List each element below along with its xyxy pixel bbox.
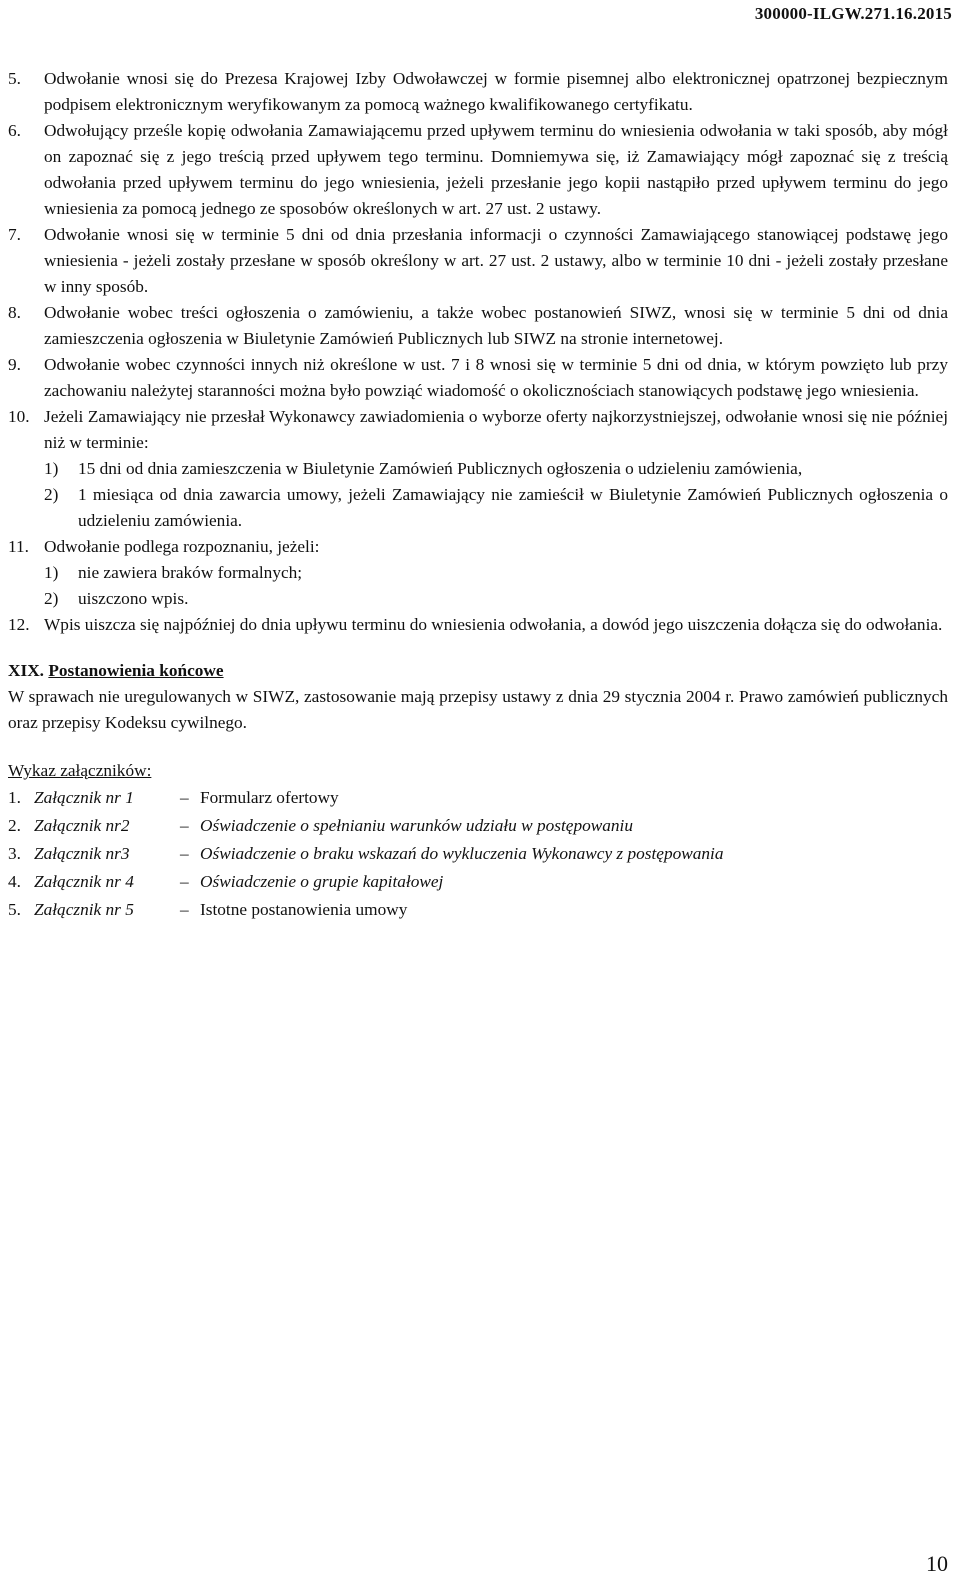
item-text: Odwołanie podlega rozpoznaniu, jeżeli:	[44, 537, 320, 556]
list-item	[8, 612, 948, 638]
sub-item-text: 1 miesiąca od dnia zawarcia umowy, jeżeli Zamawiający nie zamieścił w Biuletynie Zamówień Publicznych ogłoszenia o udzieleniu zamówienia.	[78, 485, 948, 530]
attachment-label: Załącznik nr3	[34, 844, 130, 863]
attachment-description: Formularz ofertowy	[200, 788, 339, 807]
item-number: 12.	[8, 615, 30, 634]
item-text: Jeżeli Zamawiający nie przesłał Wykonawcy zawiadomienia o wyborze oferty najkorzystniejszej, odwołanie wnosi się nie później niż w terminie:	[44, 407, 948, 452]
attachment-number: 4.	[8, 872, 21, 891]
list-item	[8, 118, 948, 222]
section-title: Postanowienia końcowe	[48, 661, 224, 680]
item-text: Odwołujący prześle kopię odwołania Zamawiającemu przed upływem terminu do wniesienia odwołania w taki sposób, aby mógł on zapoznać się z jego treścią przed upływem tego terminu. Domniemywa się, iż Zamawiający mógł zapoznać się z treścią odwołania przed upływem terminu do jego wniesienia, jeżeli przesłanie jego kopii nastąpiło przed upływem terminu do jego wniesienia za pomocą jednego ze sposobów określonych w art. 27 ust. 2 ustawy.	[44, 121, 948, 218]
list-item	[8, 66, 948, 118]
attachment-dash: –	[180, 900, 189, 919]
attachment-row	[8, 840, 948, 868]
item-number: 7.	[8, 225, 21, 244]
item-number: 5.	[8, 69, 21, 88]
attachment-description: Oświadczenie o spełnianiu warunków udziału w postępowaniu	[200, 816, 633, 835]
sub-item	[44, 586, 948, 612]
sub-item	[44, 560, 948, 586]
attachment-description: Oświadczenie o grupie kapitałowej	[200, 872, 444, 891]
attachment-row	[8, 784, 948, 812]
item-body	[44, 534, 948, 612]
list-item	[8, 222, 948, 300]
attachment-description: Oświadczenie o braku wskazań do wykluczenia Wykonawcy z postępowania	[200, 844, 724, 863]
item-number: 8.	[8, 303, 21, 322]
attachment-row	[8, 896, 948, 924]
section-paragraph: W sprawach nie uregulowanych w SIWZ, zastosowanie mają przepisy ustawy z dnia 29 stycznia 2004 r. Prawo zamówień publicznych oraz przepisy Kodeksu cywilnego.	[8, 687, 948, 732]
attachment-dash: –	[180, 872, 189, 891]
item-number: 9.	[8, 355, 21, 374]
item-text: Odwołanie wnosi się w terminie 5 dni od dnia przesłania informacji o czynności Zamawiającego stanowiącej podstawę jego wniesienia - jeżeli zostały przesłane w sposób określony w art. 27 ust. 2 ustawy, albo w terminie 10 dni - jeżeli zostały przesłane w inny sposób.	[44, 225, 948, 296]
page-number: 10	[926, 1551, 948, 1576]
sub-item	[44, 456, 948, 482]
attachment-number: 5.	[8, 900, 21, 919]
sub-item-number: 2)	[44, 485, 59, 504]
sub-item-number: 1)	[44, 459, 59, 478]
item-text: Odwołanie wobec treści ogłoszenia o zamówieniu, a także wobec postanowień SIWZ, wnosi się w terminie 5 dni od dnia zamieszczenia ogłoszenia w Biuletynie Zamówień Publicznych lub SIWZ na stronie internetowej.	[44, 303, 948, 348]
attachments-heading: Wykaz załączników:	[8, 761, 152, 780]
item-text: Wpis uiszcza się najpóźniej do dnia upływu terminu do wniesienia odwołania, a dowód jego uiszczenia dołącza się do odwołania.	[44, 615, 943, 634]
sub-item	[44, 482, 948, 534]
attachment-label: Załącznik nr 5	[34, 900, 134, 919]
item-number: 6.	[8, 121, 21, 140]
attachment-description: Istotne postanowienia umowy	[200, 900, 408, 919]
sub-item-text: uiszczono wpis.	[78, 589, 189, 608]
sub-item-text: 15 dni od dnia zamieszczenia w Biuletynie Zamówień Publicznych ogłoszenia o udzieleniu zamówienia,	[78, 459, 803, 478]
item-body	[44, 404, 948, 534]
attachment-dash: –	[180, 788, 189, 807]
attachment-label: Załącznik nr2	[34, 816, 130, 835]
attachment-label: Załącznik nr 1	[34, 788, 134, 807]
attachment-row	[8, 812, 948, 840]
attachment-number: 2.	[8, 816, 21, 835]
list-item	[8, 352, 948, 404]
attachment-row	[8, 868, 948, 896]
item-text: Odwołanie wobec czynności innych niż określone w ust. 7 i 8 wnosi się w terminie 5 dni od dnia, w którym powzięto lub przy zachowaniu należytej staranności można było powziąć wiadomość o okolicznościach stanowiących podstawę jego wniesienia.	[44, 355, 948, 400]
document-body	[8, 66, 948, 924]
list-item	[8, 534, 948, 612]
item-number: 11.	[8, 537, 29, 556]
spacer	[8, 638, 948, 656]
section-number: XIX.	[8, 661, 45, 680]
attachment-number: 1.	[8, 788, 21, 807]
item-text: Odwołanie wnosi się do Prezesa Krajowej Izby Odwoławczej w formie pisemnej albo elektronicznej opatrzonej bezpiecznym podpisem elektronicznym weryfikowanym za pomocą ważnego kwalifikowanego certyfikatu.	[44, 69, 948, 114]
section-heading	[8, 658, 948, 684]
attachment-label: Załącznik nr 4	[34, 872, 134, 891]
item-number: 10.	[8, 407, 30, 426]
document-reference: 300000-ILGW.271.16.2015	[754, 4, 952, 23]
sub-item-number: 1)	[44, 563, 59, 582]
attachment-number: 3.	[8, 844, 21, 863]
attachment-dash: –	[180, 816, 189, 835]
list-item	[8, 404, 948, 534]
sub-item-number: 2)	[44, 589, 59, 608]
attachment-dash: –	[180, 844, 189, 863]
list-item	[8, 300, 948, 352]
sub-item-text: nie zawiera braków formalnych;	[78, 563, 303, 582]
